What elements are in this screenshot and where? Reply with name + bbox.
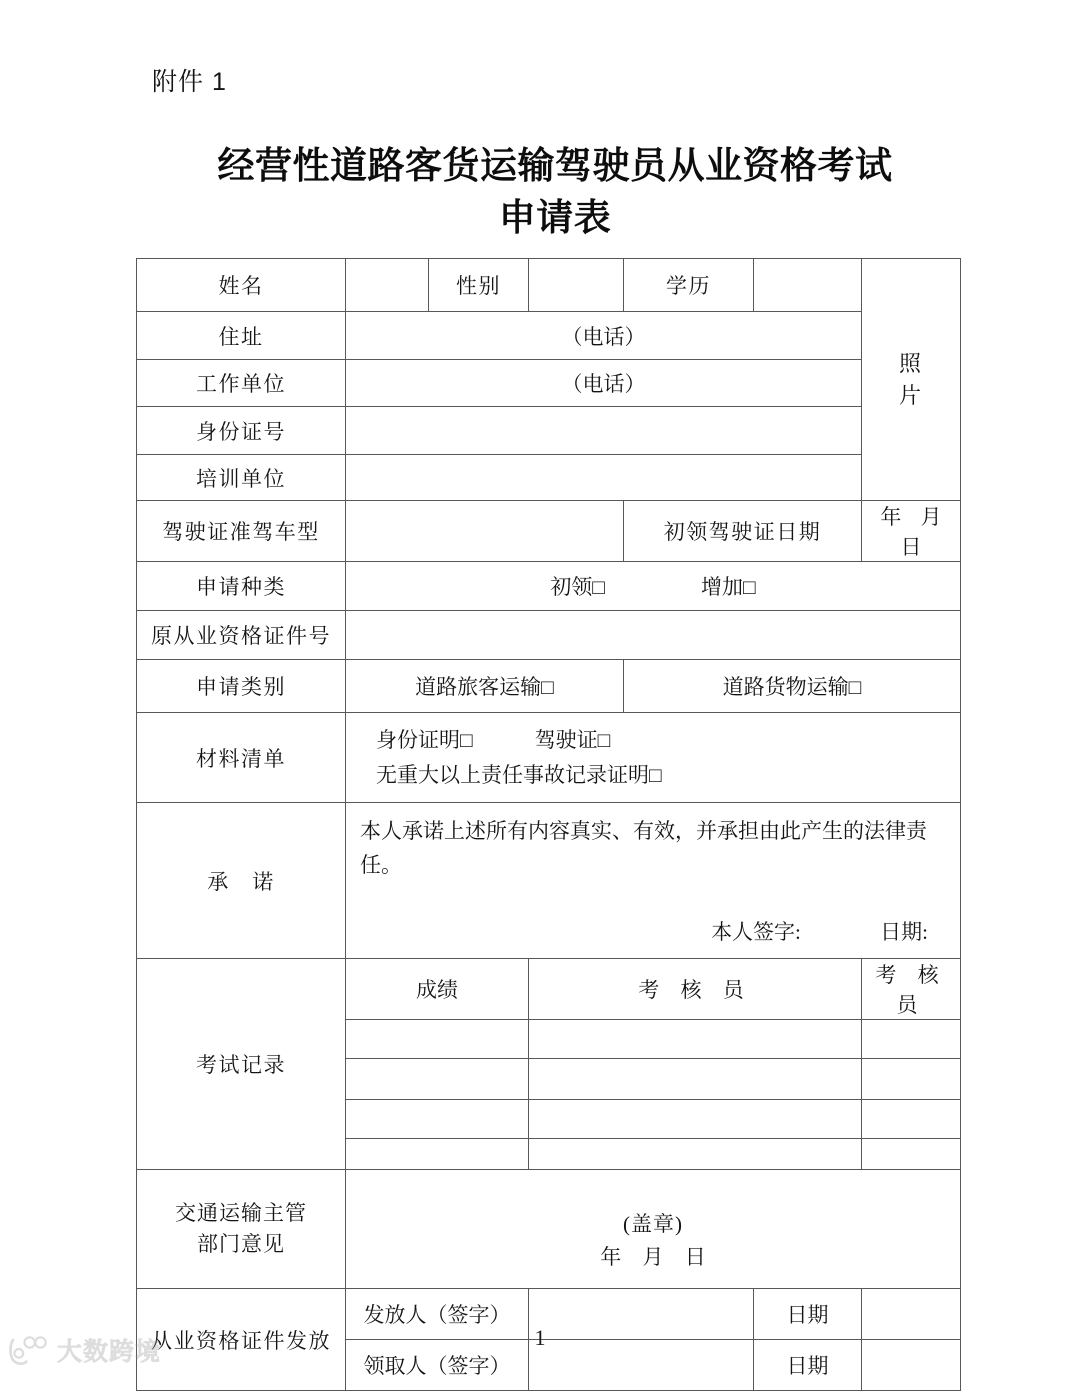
table-row-name: [137, 259, 961, 312]
exam-cell-examiner-1[interactable]: [529, 1059, 862, 1100]
label-receiver-date: 日期: [754, 1340, 862, 1391]
field-education-value[interactable]: [754, 259, 862, 312]
exam-cell-examiner-1[interactable]: [529, 1139, 862, 1170]
label-issuer-signature: 发放人（签字）: [346, 1289, 529, 1340]
field-address-value[interactable]: （电话）: [346, 312, 862, 360]
watermark-text: 大数跨境: [57, 1338, 162, 1366]
table-row-materials: [137, 713, 961, 803]
table-row-apply-category: [137, 660, 961, 713]
exam-cell-examiner-2[interactable]: [862, 1139, 961, 1170]
materials-row-1: [376, 723, 960, 758]
label-department-opinion: [137, 1170, 346, 1289]
exam-cell-examiner-2[interactable]: [862, 1100, 961, 1139]
label-materials: 材料清单: [137, 713, 346, 803]
table-row-training-unit: [137, 455, 961, 501]
exam-header-score: 成绩: [346, 959, 529, 1020]
page-number: 1: [534, 1325, 546, 1350]
field-old-certificate-value[interactable]: [346, 611, 961, 660]
department-date-label: 年 月 日: [600, 1244, 706, 1269]
table-row-workplace: [137, 360, 961, 407]
label-exam-record: 考试记录: [137, 959, 346, 1170]
department-opinion-content-cell[interactable]: [346, 1170, 961, 1289]
label-apply-kind: 申请种类: [137, 562, 346, 611]
promise-signature-label[interactable]: 本人签字:: [711, 920, 801, 945]
photo-label-line1: 照: [898, 350, 923, 376]
exam-cell-score[interactable]: [346, 1020, 529, 1059]
table-row-address: [137, 312, 961, 360]
table-row-old-certificate: [137, 611, 961, 660]
table-row-license-type: [137, 501, 961, 562]
label-workplace: 工作单位: [137, 360, 346, 407]
label-old-certificate: 原从业资格证件号: [137, 611, 346, 660]
label-department-opinion-line1: 交通运输主管: [175, 1200, 307, 1225]
circle-logo-icon: [8, 1333, 48, 1367]
label-address: 住址: [137, 312, 346, 360]
checkbox-material-id-proof[interactable]: 身份证明□: [376, 728, 473, 752]
table-row-department-opinion: [137, 1170, 961, 1289]
apply-kind-options-cell: [346, 562, 961, 611]
exam-cell-examiner-1[interactable]: [529, 1020, 862, 1059]
label-license-type: 驾驶证准驾车型: [137, 501, 346, 562]
exam-cell-score[interactable]: [346, 1059, 529, 1100]
promise-signature-row: [360, 916, 946, 950]
exam-cell-examiner-2[interactable]: [862, 1059, 961, 1100]
exam-cell-examiner-1[interactable]: [529, 1100, 862, 1139]
field-id-number-value[interactable]: [346, 407, 862, 455]
photo-label-line2: 片: [898, 382, 923, 408]
promise-date-label[interactable]: 日期:: [880, 920, 928, 945]
exam-header-examiner-2: 考 核 员: [862, 959, 961, 1020]
label-promise: 承 诺: [137, 803, 346, 959]
field-workplace-value[interactable]: （电话）: [346, 360, 862, 407]
label-name: 姓名: [137, 259, 346, 312]
checkbox-material-license[interactable]: 驾驶证□: [534, 728, 611, 752]
promise-content-cell: [346, 803, 961, 959]
label-education: 学历: [624, 259, 754, 312]
table-row-id-number: [137, 407, 961, 455]
label-receiver-signature: 领取人（签字）: [346, 1340, 529, 1391]
field-license-type-value[interactable]: [346, 501, 624, 562]
field-name-value[interactable]: [346, 259, 429, 312]
watermark: [8, 1332, 161, 1368]
checkbox-apply-kind-add[interactable]: 增加□: [701, 575, 756, 599]
label-gender: 性别: [429, 259, 529, 312]
field-gender-value[interactable]: [529, 259, 624, 312]
label-issuer-date: 日期: [754, 1289, 862, 1340]
field-training-unit-value[interactable]: [346, 455, 862, 501]
field-first-license-date-value[interactable]: 年 月 日: [862, 501, 961, 562]
page-title: [140, 140, 970, 244]
promise-text: 本人承诺上述所有内容真实、有效，并承担由此产生的法律责任。: [360, 819, 927, 877]
page-title-line2: 申请表: [498, 197, 612, 238]
checkbox-apply-kind-first[interactable]: 初领□: [550, 575, 605, 599]
label-cert-issue: 从业资格证件发放: [137, 1289, 346, 1391]
page-title-line1: 经营性道路客货运输驾驶员从业资格考试: [217, 145, 893, 186]
table-row-exam-header: [137, 959, 961, 1020]
label-training-unit: 培训单位: [137, 455, 346, 501]
table-row-promise: [137, 803, 961, 959]
label-first-license-date: 初领驾驶证日期: [624, 501, 862, 562]
exam-cell-examiner-2[interactable]: [862, 1020, 961, 1059]
exam-cell-score[interactable]: [346, 1139, 529, 1170]
checkbox-apply-category-passenger[interactable]: 道路旅客运输□: [346, 660, 624, 713]
checkbox-apply-category-cargo[interactable]: 道路货物运输□: [624, 660, 961, 713]
label-apply-category: 申请类别: [137, 660, 346, 713]
attachment-label: 附件 1: [152, 68, 227, 96]
department-seal-label: (盖章): [623, 1212, 683, 1237]
label-department-opinion-line2: 部门意见: [197, 1232, 285, 1257]
exam-cell-score[interactable]: [346, 1100, 529, 1139]
application-form-table: [136, 258, 961, 1391]
label-id-number: 身份证号: [137, 407, 346, 455]
checkbox-material-no-accident[interactable]: 无重大以上责任事故记录证明□: [376, 762, 662, 787]
exam-header-examiner-1: 考 核 员: [529, 959, 862, 1020]
table-row-apply-kind: [137, 562, 961, 611]
materials-options-cell: [346, 713, 961, 803]
photo-placeholder-cell[interactable]: [862, 259, 961, 501]
